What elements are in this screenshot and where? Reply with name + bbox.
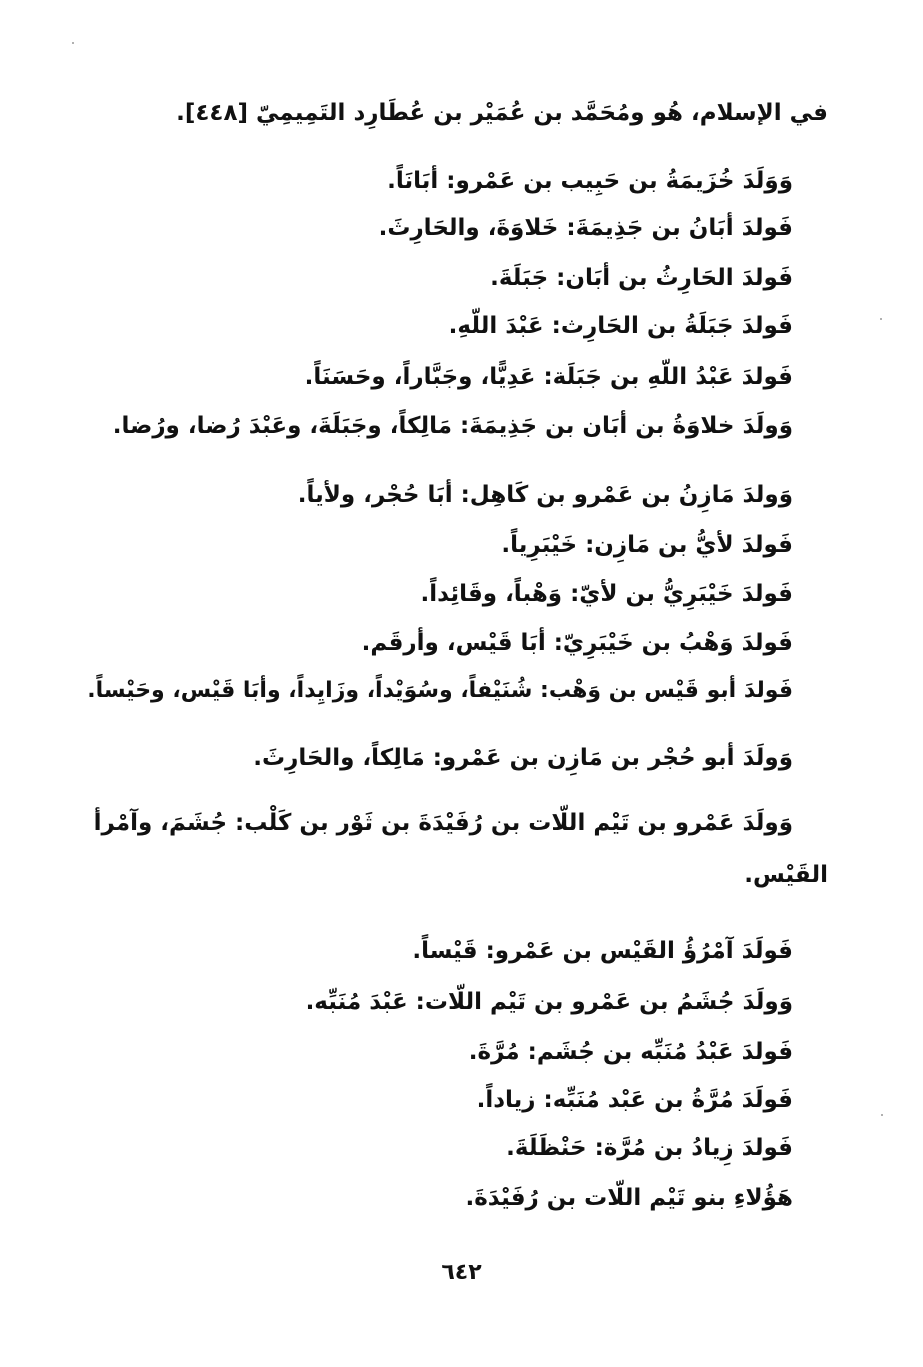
scan-speck [880,318,882,320]
text-line-17: وَولَدَ جُشَمُ بن عَمْرو بن تَيْم اللّات: عَبْدَ مُنَبِّه. [305,989,793,1015]
text-line-10: فَولدَ خَيْبَرِيُّ بن لأيّ: وَهْباً، وقَائِداً. [420,581,793,607]
text-line-11: فَولدَ وَهْبُ بن خَيْبَرِيّ: أبَا قَيْس، وأرقَم. [361,630,793,656]
scan-speck [72,42,74,44]
text-line-15: القَيْس. [744,862,828,888]
text-line-9: فَولدَ لأيُّ بن مَازِن: خَيْبَرِياً. [501,532,793,558]
text-line-5: فَولدَ جَبَلَةُ بن الحَارِث: عَبْدَ اللّهِ. [448,313,793,339]
text-line-18: فَولدَ عَبْدُ مُنَبِّه بن جُشَم: مُرَّةَ. [468,1039,793,1065]
text-line-21: هَؤُلاءِ بنو تَيْم اللّات بن رُفَيْدَةَ. [465,1185,793,1211]
text-line-2: وَوَلَدَ خُزَيمَةُ بن حَبِيب بن عَمْرو: أبَانَاً. [387,168,793,194]
text-line-8: وَولدَ مَازِنُ بن عَمْرو بن كَاهِل: أبَا حُجْر، ولأياً. [297,482,793,508]
text-line-1: في الإسلام، هُو ومُحَمَّد بن عُمَيْر بن عُطَارِد التَمِيمِيّ [٤٤٨]. [176,100,828,126]
text-line-4: فَولدَ الحَارِثُ بن أبَان: جَبَلَةَ. [490,265,793,291]
text-line-3: فَولدَ أبَانُ بن جَذِيمَةَ: خَلاوَةَ، والحَارِثَ. [378,215,793,241]
scan-speck [881,1114,883,1116]
text-line-19: فَولَدَ مُرَّةُ بن عَبْد مُنَبِّه: زياداً. [476,1087,793,1113]
text-line-13: وَولَدَ أبو حُجْر بن مَازِن بن عَمْرو: مَالِكاً، والحَارِثَ. [253,745,793,771]
text-line-16: فَولَدَ آمْرُؤُ القَيْس بن عَمْرو: قَيْساً. [412,938,793,964]
text-line-7: وَولَدَ خلاوَةُ بن أبَان بن جَذِيمَةَ: مَالِكاً، وجَبَلَةَ، وعَبْدَ رُضا، ورُضا. [112,413,793,439]
page-number: ٦٤٢ [441,1260,482,1285]
text-line-14: وَولَدَ عَمْرو بن تَيْم اللّات بن رُفَيْدَةَ بن ثَوْر بن كَلْب: جُشَمَ، وآمْرأ [93,810,793,836]
text-line-20: فَولدَ زِيادُ بن مُرَّة: حَنْظَلَةَ. [506,1135,793,1161]
text-line-12: فَولدَ أبو قَيْس بن وَهْب: شُنَيْفاً، وسُوَيْداً، وزَايِداً، وأبَا قَيْس، وحَيْساً. [87,678,793,703]
text-line-6: فَولدَ عَبْدُ اللّهِ بن جَبَلَة: عَدِيًّا، وجَبَّاراً، وحَسَنَاً. [304,364,793,390]
